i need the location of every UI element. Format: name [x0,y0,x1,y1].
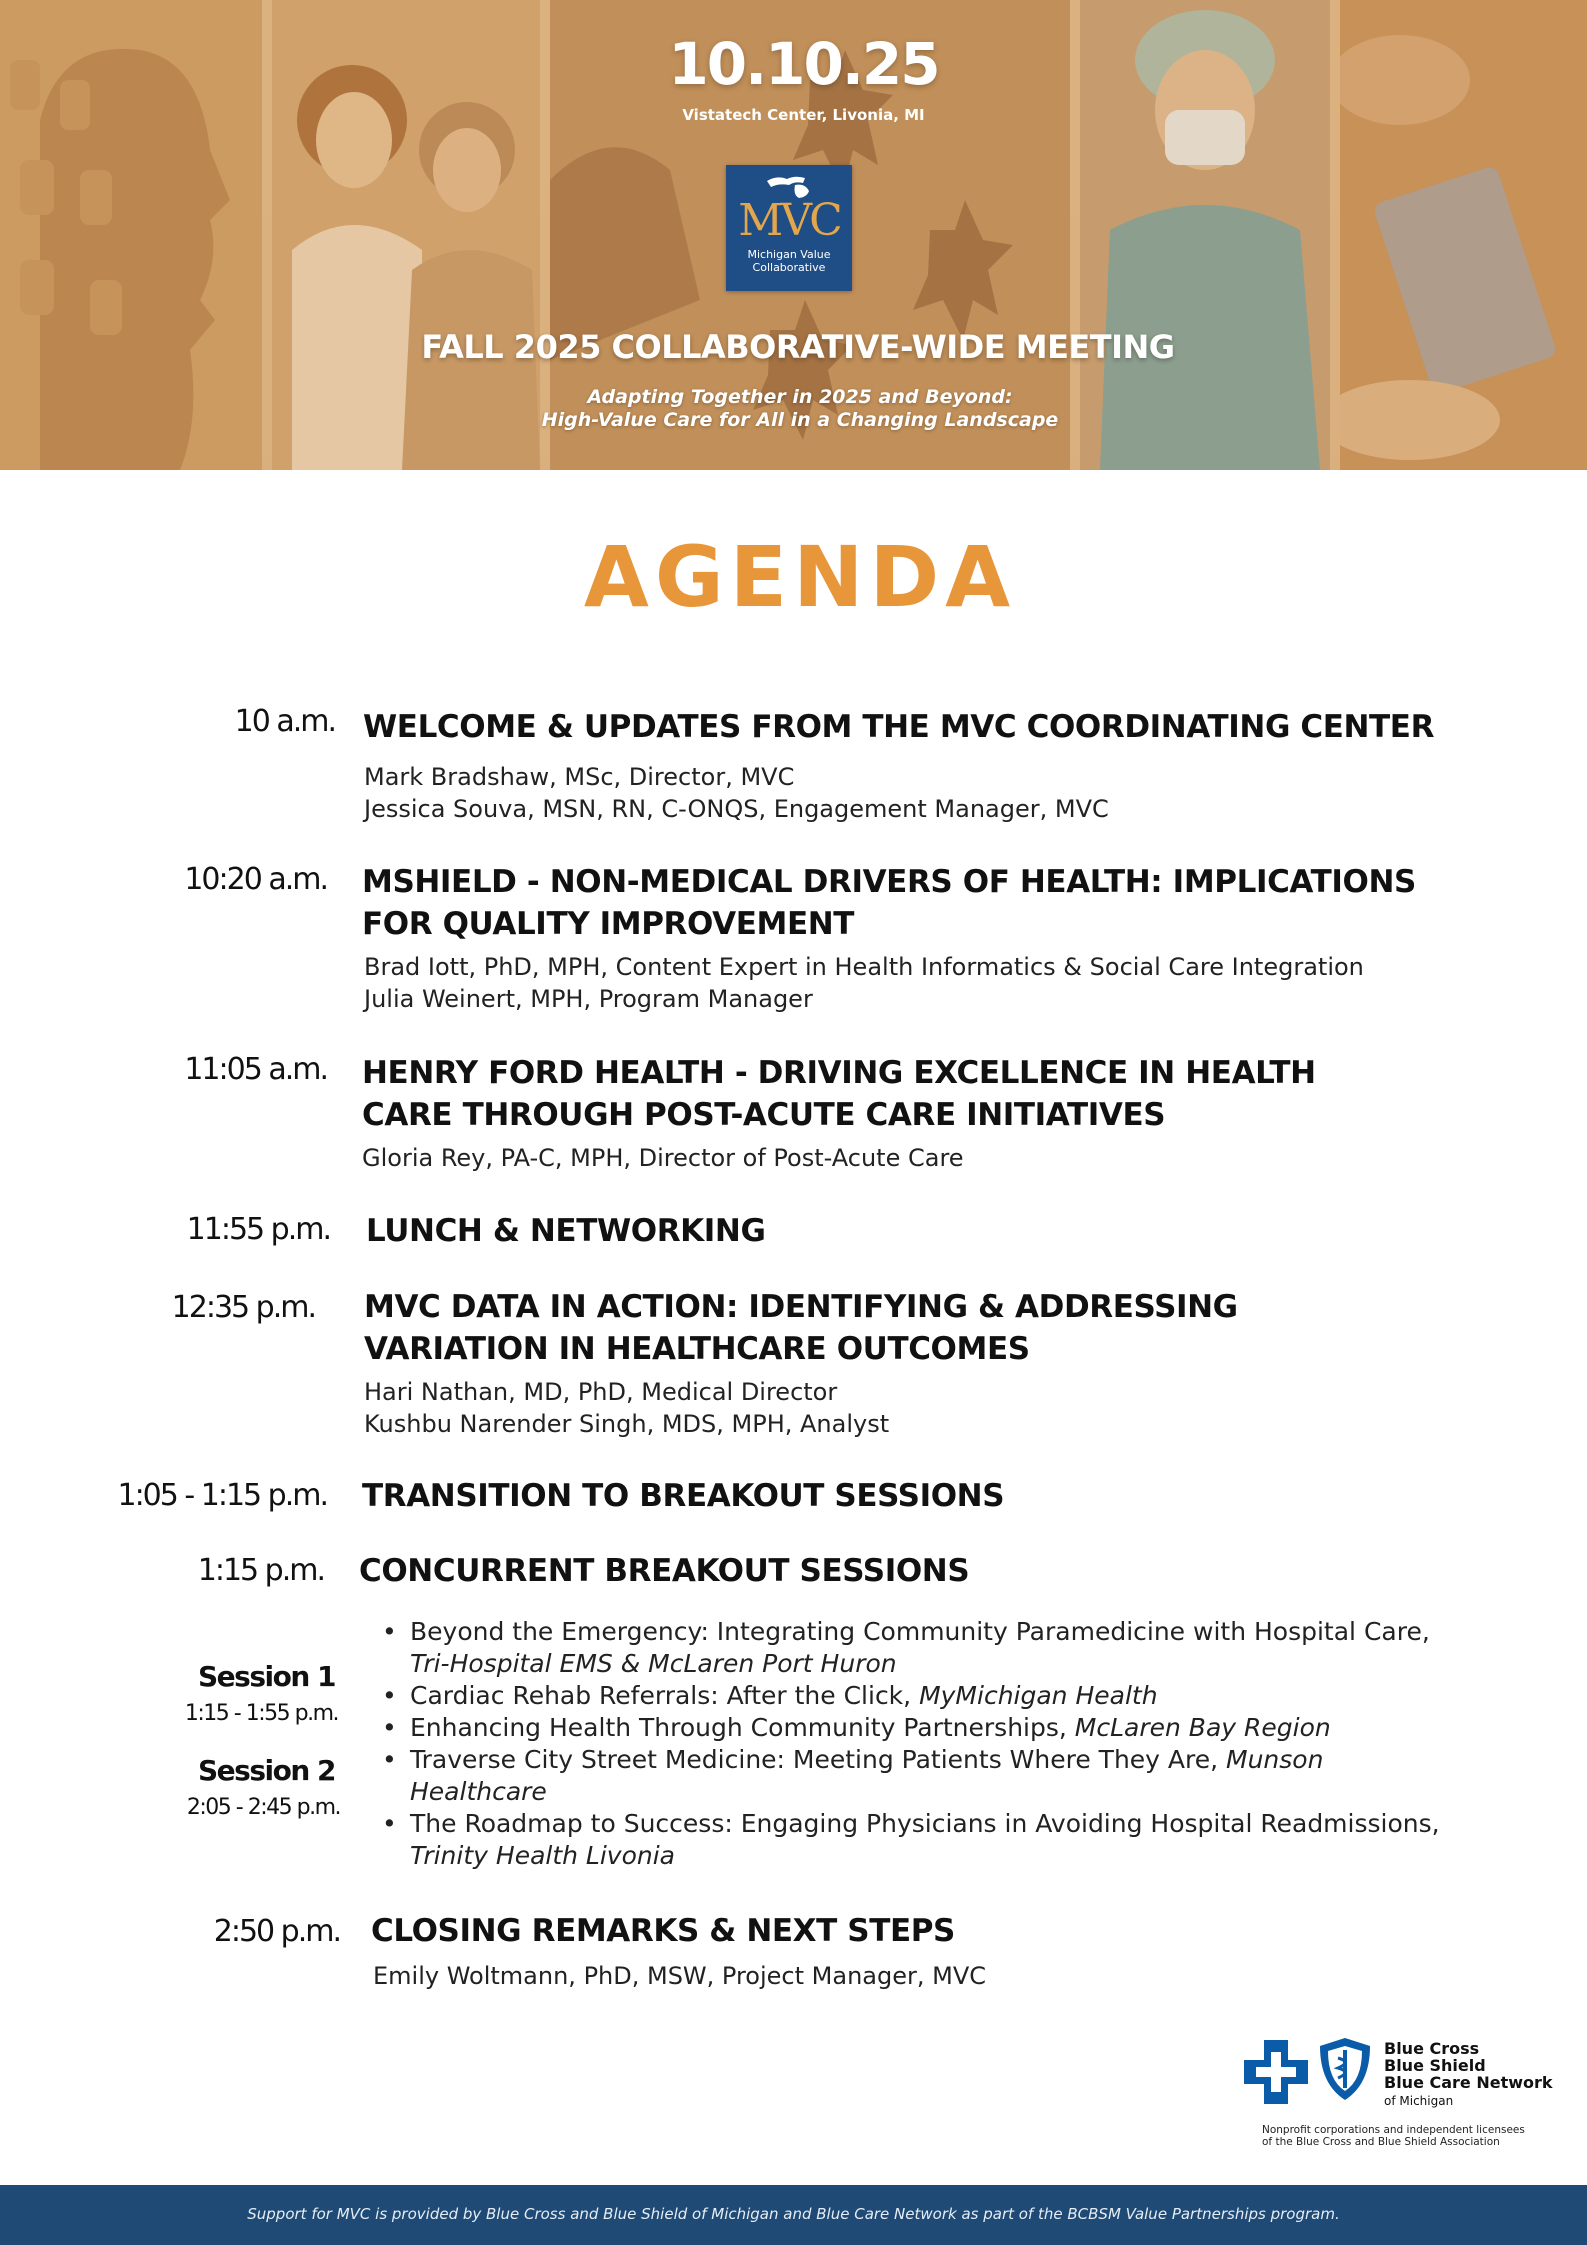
breakout-list [380,1616,1440,1872]
breakout-item [380,1808,1440,1872]
event-venue: Vistatech Center, Livonia, MI [682,106,925,124]
breakout-org: McLaren Bay Region [1074,1713,1331,1742]
header-banner [0,0,1587,470]
speaker: Gloria Rey, PA-C, MPH, Director of Post-Acute Care [362,1144,964,1172]
title-line: CLOSING REMARKS & NEXT STEPS [371,1913,955,1949]
title-line: MVC DATA IN ACTION: IDENTIFYING & ADDRESSING [364,1289,1238,1325]
session-label: Session 2 [198,1754,335,1787]
agenda-time: 12:35 p.m. [171,1290,315,1325]
breakout-title: Traverse City Street Medicine: Meeting Patients Where They Are, [410,1745,1227,1774]
footer-text: Support for MVC is provided by Blue Cross and Blue Shield of Michigan and Blue Care Network as part of the BCBSM Value Partnerships program. [247,2205,1340,2223]
agenda-item-title [363,706,1434,748]
title-line: CARE THROUGH POST-ACUTE CARE INITIATIVES [362,1097,1166,1133]
title-line: HENRY FORD HEALTH - DRIVING EXCELLENCE IN HEALTH [362,1055,1316,1091]
note-line: of the Blue Cross and Blue Shield Association [1262,2136,1500,2148]
breakout-title: Cardiac Rehab Referrals: After the Click, [410,1681,920,1710]
bcbs-of-michigan: of Michigan [1384,2094,1454,2108]
logo-name-line: Collaborative [752,261,826,274]
footer-bar [0,2185,1587,2245]
title-line: TRANSITION TO BREAKOUT SESSIONS [362,1478,1005,1514]
meeting-subtitle: Adapting Together in 2025 and Beyond: [587,386,1013,408]
agenda-item-title [366,1210,766,1252]
title-line: WELCOME & UPDATES FROM THE MVC COORDINATING CENTER [363,709,1435,745]
speaker: Hari Nathan, MD, PhD, Medical Director [364,1378,838,1406]
session-label: Session 1 [198,1660,335,1693]
breakout-title: The Roadmap to Success: Engaging Physicians in Avoiding Hospital Readmissions, [410,1809,1440,1838]
bcbs-logo [1242,2036,1562,2156]
note-line: Nonprofit corporations and independent licensees [1262,2124,1525,2136]
breakout-item [380,1616,1440,1680]
logo-name-line: Michigan Value [747,248,831,261]
title-line: CONCURRENT BREAKOUT SESSIONS [359,1553,970,1589]
meeting-subtitle: High-Value Care for All in a Changing Landscape [541,409,1059,431]
agenda-time: 1:15 p.m. [197,1553,324,1588]
agenda-item-title [362,861,1416,945]
speaker: Brad Iott, PhD, MPH, Content Expert in Health Informatics & Social Care Integration [364,953,1364,981]
agenda-time: 1:05 - 1:15 p.m. [117,1478,327,1513]
breakout-org: MyMichigan Health [919,1681,1158,1710]
breakout-org: Tri-Hospital EMS & McLaren Port Huron [410,1649,897,1678]
logo-mark: MVC [738,195,840,246]
breakout-title: Enhancing Health Through Community Partnerships, [410,1713,1075,1742]
speaker: Kushbu Narender Singh, MDS, MPH, Analyst [364,1410,890,1438]
agenda-speakers [364,1376,889,1440]
agenda-time: 11:55 p.m. [186,1212,330,1247]
event-date: 10.10.25 [668,30,939,98]
mvc-logo [726,165,852,291]
breakout-title: Beyond the Emergency: Integrating Community Paramedicine with Hospital Care, [410,1617,1430,1646]
bcbs-licensee-note [1262,2124,1562,2148]
speaker: Mark Bradshaw, MSc, Director, MVC [364,763,795,791]
breakout-item [380,1680,1440,1712]
agenda-time: 11:05 a.m. [184,1052,327,1087]
agenda-speakers [364,761,1109,825]
speaker: Emily Woltmann, PhD, MSW, Project Manager, MVC [373,1962,986,1990]
agenda-item-title [362,1475,1004,1517]
bcbs-name: Blue Cross [1384,2039,1480,2058]
agenda-time: 10:20 a.m. [184,862,327,897]
agenda-time: 2:50 p.m. [213,1914,340,1949]
session-time: 1:15 - 1:55 p.m. [184,1701,338,1726]
meeting-title: FALL 2025 COLLABORATIVE-WIDE MEETING [421,328,1175,366]
session-time: 2:05 - 2:45 p.m. [186,1795,340,1820]
agenda-speakers [364,951,1364,1015]
breakout-item [380,1712,1440,1744]
agenda-speakers [362,1142,964,1174]
breakout-org: Trinity Health Livonia [410,1841,676,1870]
title-line: MSHIELD - NON-MEDICAL DRIVERS OF HEALTH: IMPLICATIONS [362,864,1416,900]
speaker: Jessica Souva, MSN, RN, C-ONQS, Engagement Manager, MVC [364,795,1109,823]
agenda-time: 10 a.m. [234,704,335,739]
bcbs-name: Blue Care Network [1384,2073,1553,2092]
agenda-item-title [359,1550,969,1592]
speaker: Julia Weinert, MPH, Program Manager [364,985,813,1013]
title-line: FOR QUALITY IMPROVEMENT [362,906,855,942]
agenda-item-title [371,1910,955,1952]
breakout-item [380,1744,1440,1808]
blue-cross-icon [1242,2038,1310,2106]
bcbs-names [1384,2040,1553,2091]
agenda-item-title [364,1286,1238,1370]
breakout-org: Munson Healthcare [410,1745,1324,1806]
agenda-item-title [362,1052,1316,1136]
logo-name [726,248,852,274]
bcbs-name: Blue Shield [1384,2056,1486,2075]
title-line: VARIATION IN HEALTHCARE OUTCOMES [364,1331,1030,1367]
title-line: LUNCH & NETWORKING [366,1213,766,1249]
agenda-title: AGENDA [583,528,1017,626]
blue-shield-icon [1318,2036,1372,2102]
agenda-speakers [373,1960,986,1992]
